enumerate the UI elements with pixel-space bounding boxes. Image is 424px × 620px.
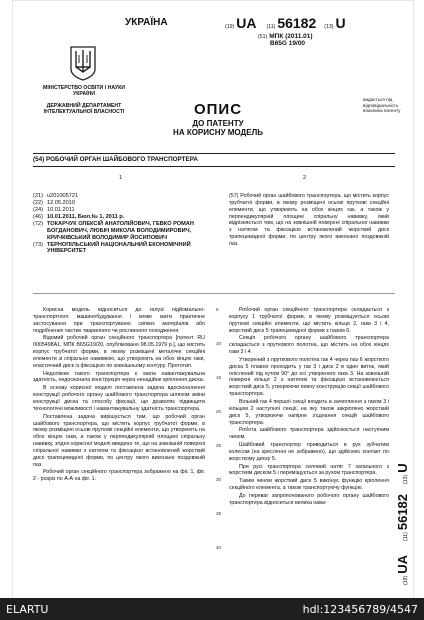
line-number: 10: [216, 341, 222, 346]
right-paragraph: Робочий орган секційного транспортера складається з корпусу 1 трубчатої форми, в якому розміщуються осьові пруткові секційні елементи, що містить кільце 2, гаки 3 і 4, жорсткий диск 5 трапецевидної форми з пазом 6.: [229, 307, 389, 334]
left-paragraph: Робочий орган секційного транспортера зображено на фіг. 1, фіг. 2 - розріз по А-А на фіг. 1.: [33, 469, 205, 483]
description-right-column: [229, 307, 389, 508]
right-paragraph: Утворений з пруткового полотна гак 4 через паз 6 жорсткого диска 5 плавно проходить у гак 3 і диск 2 в один виток, який оліслений під кутом 90° до осі утвореного гака 3. На зовнішній поверхні кільця 2 з натягом та фіксацією встановлюється жорсткий диск 5, утворюючи певну конструкцію секції шайбового транспортера.: [229, 356, 389, 398]
line-number: 20: [216, 409, 222, 414]
biblio-code: (46): [33, 214, 43, 221]
viewer-footer-bar: [0, 598, 424, 620]
vertical-code-19: (19): [403, 575, 409, 585]
footer-handle-link[interactable]: hdl:123456789/4547: [302, 602, 418, 616]
doc-title: ОПИС: [193, 101, 243, 118]
code-13: (13): [324, 24, 334, 30]
right-paragraph: Секція робочого органу шайбового транспортера складається з пруткового полотна, що містить на обох кінцях гаки 3 і 4.: [229, 335, 389, 356]
column-number-2: 2: [303, 175, 307, 181]
line-number: 15: [216, 375, 222, 380]
doc-subtitle-1: ДО ПАТЕНТУ: [192, 119, 244, 128]
doc-subtitle-2: НА КОРИСНУ МОДЕЛЬ: [173, 128, 263, 137]
right-paragraph: Шайбовий транспортер приводиться в рух зубчатим колесом (на кресленні не зображено), що здійснює контакт по жорсткому диску 5.: [229, 442, 389, 462]
biblio-code: (21): [33, 193, 43, 199]
ipc-line-2: B65G 19/00: [270, 40, 306, 48]
bibliographic-data: [33, 193, 205, 255]
section-rule: [33, 293, 395, 294]
vertical-code-13: (13): [403, 474, 409, 484]
country-name: УКРАЇНА: [125, 17, 168, 28]
biblio-value: ТОКАРЧУК ОЛЕКСІЙ АНАТОЛІЙОВИЧ, ГЕВКО РОМАН БОГДАНОВИЧ, ЛЮБІН МИКОЛА ВОЛОДИМИРОВИЧ, КРИЧКІВСЬКИЙ ВОЛОДИМИР ЙОСИПОВИЧ: [47, 221, 194, 241]
left-paragraph: Недоліком такого транспортера є мала навантажувальна здатність, недосконала конструкція через ненадійне кріплення диска.: [33, 370, 205, 384]
biblio-entry: [33, 193, 205, 200]
line-number: 5: [216, 307, 219, 312]
vertical-kind: U: [395, 463, 410, 473]
biblio-value: u201005721: [47, 193, 79, 199]
patent-page: [12, 0, 414, 600]
code-51: (51): [258, 34, 268, 40]
biblio-entry: [33, 221, 205, 241]
biblio-value: 10.01.2011, Бюл.№ 1, 2011 р.: [47, 214, 125, 221]
biblio-code: (73): [33, 241, 43, 248]
description-left-column: [33, 307, 205, 484]
footer-source-label: ELARTU: [6, 602, 49, 616]
title-rule-top: [33, 153, 395, 154]
title-rule-bottom: [33, 166, 395, 167]
line-number: 25: [216, 443, 222, 448]
trident-emblem-icon: [69, 45, 97, 81]
patent-number: 56182: [277, 15, 317, 31]
biblio-entry: [33, 207, 205, 214]
vertical-code-11: (11): [403, 532, 409, 541]
invention-title: (54) РОБОЧИЙ ОРГАН ШАЙБОВОГО ТРАНСПОРТЕРА: [33, 156, 198, 163]
biblio-code: (24): [33, 207, 43, 214]
biblio-code: (22): [33, 200, 43, 207]
vertical-number: 56182: [395, 493, 410, 531]
ministry-name: МІНІСТЕРСТВО ОСВІТИ І НАУКИ УКРАЇНИ: [43, 85, 126, 98]
left-paragraph: В основу корисної моделі поставлена задача вдосконалення конструкції робочого органу шайбового транспортера шляхом зміни конструкції диска та способу фіксації, що дозволяє підвищити технологічні можливості і навантажувальну здатність транспортера.: [33, 385, 205, 412]
right-paragraph: До переваг запропонованого робочого органу шайбового транспортера відноситься велика нава-: [229, 492, 389, 506]
right-paragraph: Робота шайбового транспортера здійснюється наступним чином.: [229, 427, 389, 441]
claim-text: (57) Робочий орган шайбового транспортера, що містить корпус трубчатої форми, в якому розміщені осьові пруткові секційні елементи, що утворюють на обох кінцях гак, а також у перпендикулярній площині спіральну навивку, який відрізняється тим, що на зовнішній поверхні спіральної навивки з натягом та фіксацією встановлений жорсткий диск трапецевидної форми, по центру якого виконано поздовжній паз.: [229, 193, 389, 247]
code-19: (19): [225, 24, 235, 30]
ipc-line-1: МПК (2011.01): [269, 33, 313, 40]
document-heading: [158, 101, 278, 137]
doc-kind: U: [335, 15, 346, 31]
biblio-value: 10.01.2011: [47, 207, 75, 214]
biblio-entry: [33, 214, 205, 221]
left-paragraph: Корисна модель відноситься до галузі підйомально-транспортного машинобудування і може мати практичне застосування при транспортуванні сипких матеріалів або подрібнених частин тваринного чи рослинного походження.: [33, 307, 205, 334]
department-name: ДЕРЖАВНИЙ ДЕПАРТАМЕНТ ІНТЕЛЕКТУАЛЬНОЇ ВЛАСНОСТІ: [43, 103, 125, 116]
right-paragraph: Таким чином жорсткий диск 5 виконує функцію кріплення секційного елемента, а також транспортуючу функцію.: [229, 478, 389, 492]
ipc-block: [258, 33, 313, 47]
vertical-patent-id: [395, 463, 410, 585]
code-11: (11): [266, 24, 276, 30]
biblio-entry: [33, 200, 205, 207]
patent-number-line: [225, 15, 346, 31]
right-paragraph: Вільний гак 4 першої секції входить в зачеплення з гаком 3 і кільцем 2 наступної секції, на яку також закріплено жорсткий диск 5, утворюючи напірне з'єднання секцій шайбового транспортера.: [229, 398, 389, 426]
left-paragraph: Поставлена задача вирішується тим, що робочий орган шайбового транспортера, що містить корпус трубчатої форми, в якому розміщені осьові пруткові секційні елементи, що утворюють на обох кінцях гаки, а також у перпендикулярній площині спіральну навивку, згідно корисної моделі введено те, що на зовнішній поверхні спіральної навивки з натягом та фіксацією встановлений жорсткий диск трапецевидної форми, по центру якого виконано поздовжній паз.: [33, 413, 205, 468]
biblio-value: 12.05.2010: [47, 200, 75, 207]
country-code: UA: [236, 15, 257, 31]
biblio-code: (72): [33, 221, 43, 228]
column-number-1: 1: [119, 175, 123, 181]
right-paragraph: При русі транспортера силовий натяг 7 загального з жорстким диском 5 і переміщується за рухом транспортера.: [229, 463, 389, 477]
line-number: 35: [216, 511, 222, 516]
vertical-country: UA: [395, 554, 410, 574]
line-number: 40: [216, 545, 222, 550]
side-note: видається під відповідальність власника патенту: [363, 97, 401, 114]
biblio-value: ТЕРНОПІЛЬСЬКИЙ НАЦІОНАЛЬНИЙ ЕКОНОМІЧНИЙ УНІВЕРСИТЕТ: [47, 241, 191, 255]
biblio-entry: [33, 242, 205, 255]
line-number: 30: [216, 477, 222, 482]
left-paragraph: Відомий робочий орган секційного транспортера [патент RU 0005498A1, МПК B65G19/20, опубліковано 08.05.1979 р.], що містить корпус трубчатої форми, в якому розміщені металічні секційні елементи зі спірально навивкою, що утворюють на обох кінцях гаки, еластичний диск із фіксацією по зовнішньому контуру. Прототип.: [33, 335, 205, 369]
